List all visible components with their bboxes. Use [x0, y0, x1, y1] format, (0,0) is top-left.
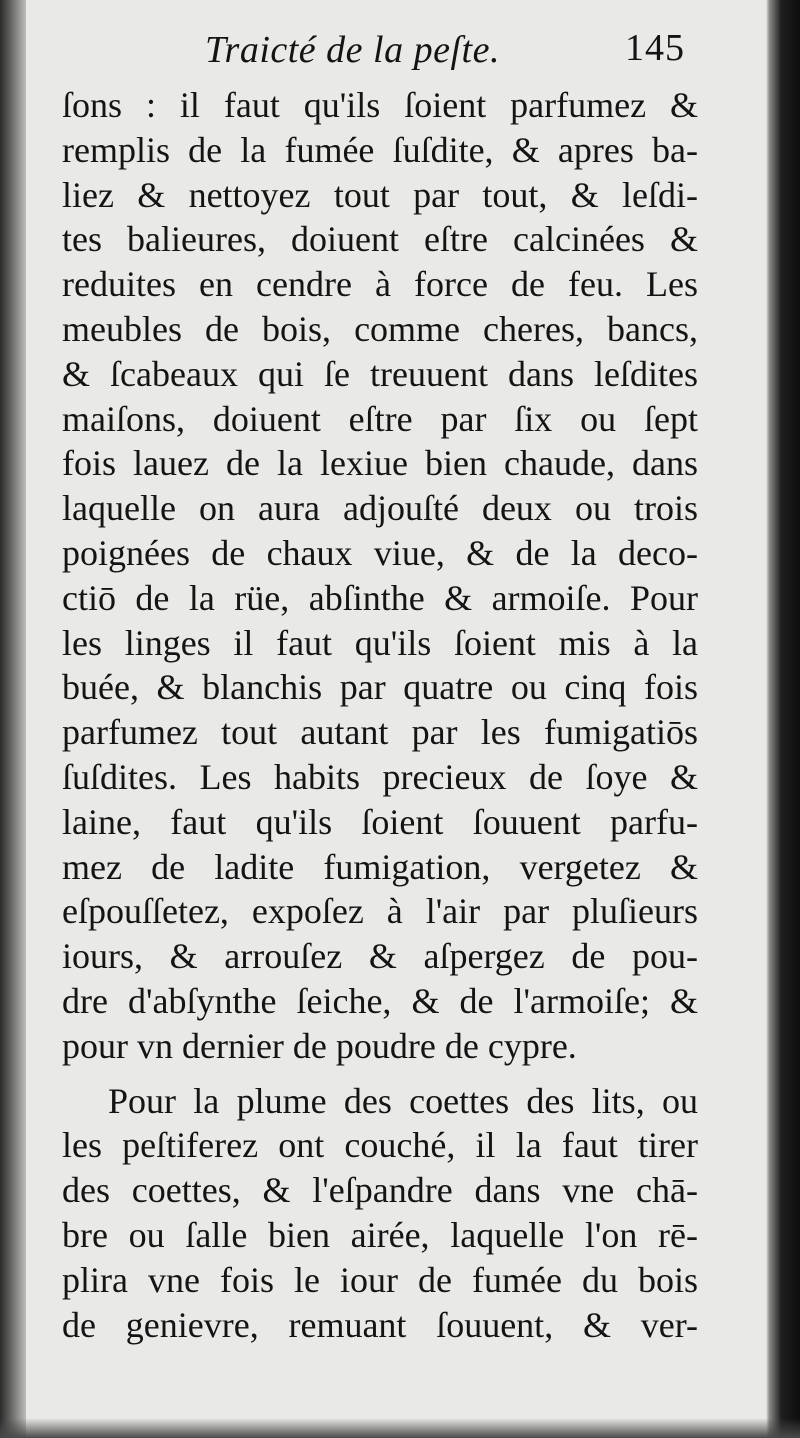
text-line: plira vne fois le iour de fumée du bois: [62, 1259, 698, 1300]
page-bottom-shadow: [0, 1418, 800, 1438]
text-line: maiſons, doiuent eſtre par ſix ou ſept: [62, 398, 698, 439]
paragraph-1: [62, 83, 698, 1069]
text-line: poignées de chaux viue, & de la deco-: [62, 532, 698, 573]
text-line: reduites en cendre à force de feu. Les: [62, 264, 698, 305]
text-line: dre d'abſynthe ſeiche, & de l'armoiſe; &: [62, 980, 698, 1021]
body-text: [62, 83, 698, 1347]
text-line: fois lauez de la lexiue bien chaude, dans: [62, 443, 698, 484]
text-line: les linges il faut qu'ils ſoient mis à la: [62, 622, 698, 663]
text-line: parfumez tout autant par les fumigatiōs: [62, 712, 698, 753]
text-line: de genievre, remuant ſouuent, & ver-: [62, 1304, 698, 1345]
text-line: les peſtiferez ont couché, il la faut tirer: [62, 1125, 698, 1166]
paragraph-2: [62, 1079, 698, 1348]
running-head: [205, 24, 685, 82]
text-line: buée, & blanchis par quatre ou cinq fois: [62, 667, 698, 708]
running-head-title: Traicté de la peſte.: [205, 29, 500, 71]
text-line: & ſcabeaux qui ſe treuuent dans leſdites: [62, 353, 698, 394]
text-line: pour vn dernier de poudre de cypre.: [62, 1025, 577, 1066]
text-line: bre ou ſalle bien airée, laquelle l'on rē-: [62, 1214, 698, 1255]
page-edge-shadow: [766, 0, 800, 1438]
text-line: ſons : il faut qu'ils ſoient parfumez &: [62, 85, 698, 125]
text-line: remplis de la fumée ſuſdite, & apres ba-: [62, 129, 698, 170]
text-line: ctiō de la rüe, abſinthe & armoiſe. Pour: [62, 577, 698, 618]
text-line: des coettes, & l'eſpandre dans vne chā-: [62, 1170, 698, 1211]
page-number: 145: [625, 27, 685, 69]
text-line: ſuſdites. Les habits precieux de ſoye &: [62, 756, 698, 797]
text-line: tes balieures, doiuent eſtre calcinées &: [62, 219, 698, 260]
text-line: laine, faut qu'ils ſoient ſouuent parfu-: [62, 801, 698, 842]
text-line: laquelle on aura adjouſté deux ou trois: [62, 488, 698, 529]
page-gutter-shadow: [0, 0, 26, 1438]
text-line: iours, & arrouſez & aſpergez de pou-: [62, 936, 698, 977]
text-line: eſpouſſetez, expoſez à l'air par pluſieurs: [62, 891, 698, 932]
text-line: mez de ladite fumigation, vergetez &: [62, 846, 698, 887]
text-line: meubles de bois, comme cheres, bancs,: [62, 308, 698, 349]
text-line: liez & nettoyez tout par tout, & leſdi-: [62, 174, 698, 215]
text-line: Pour la plume des coettes des lits, ou: [108, 1080, 698, 1121]
